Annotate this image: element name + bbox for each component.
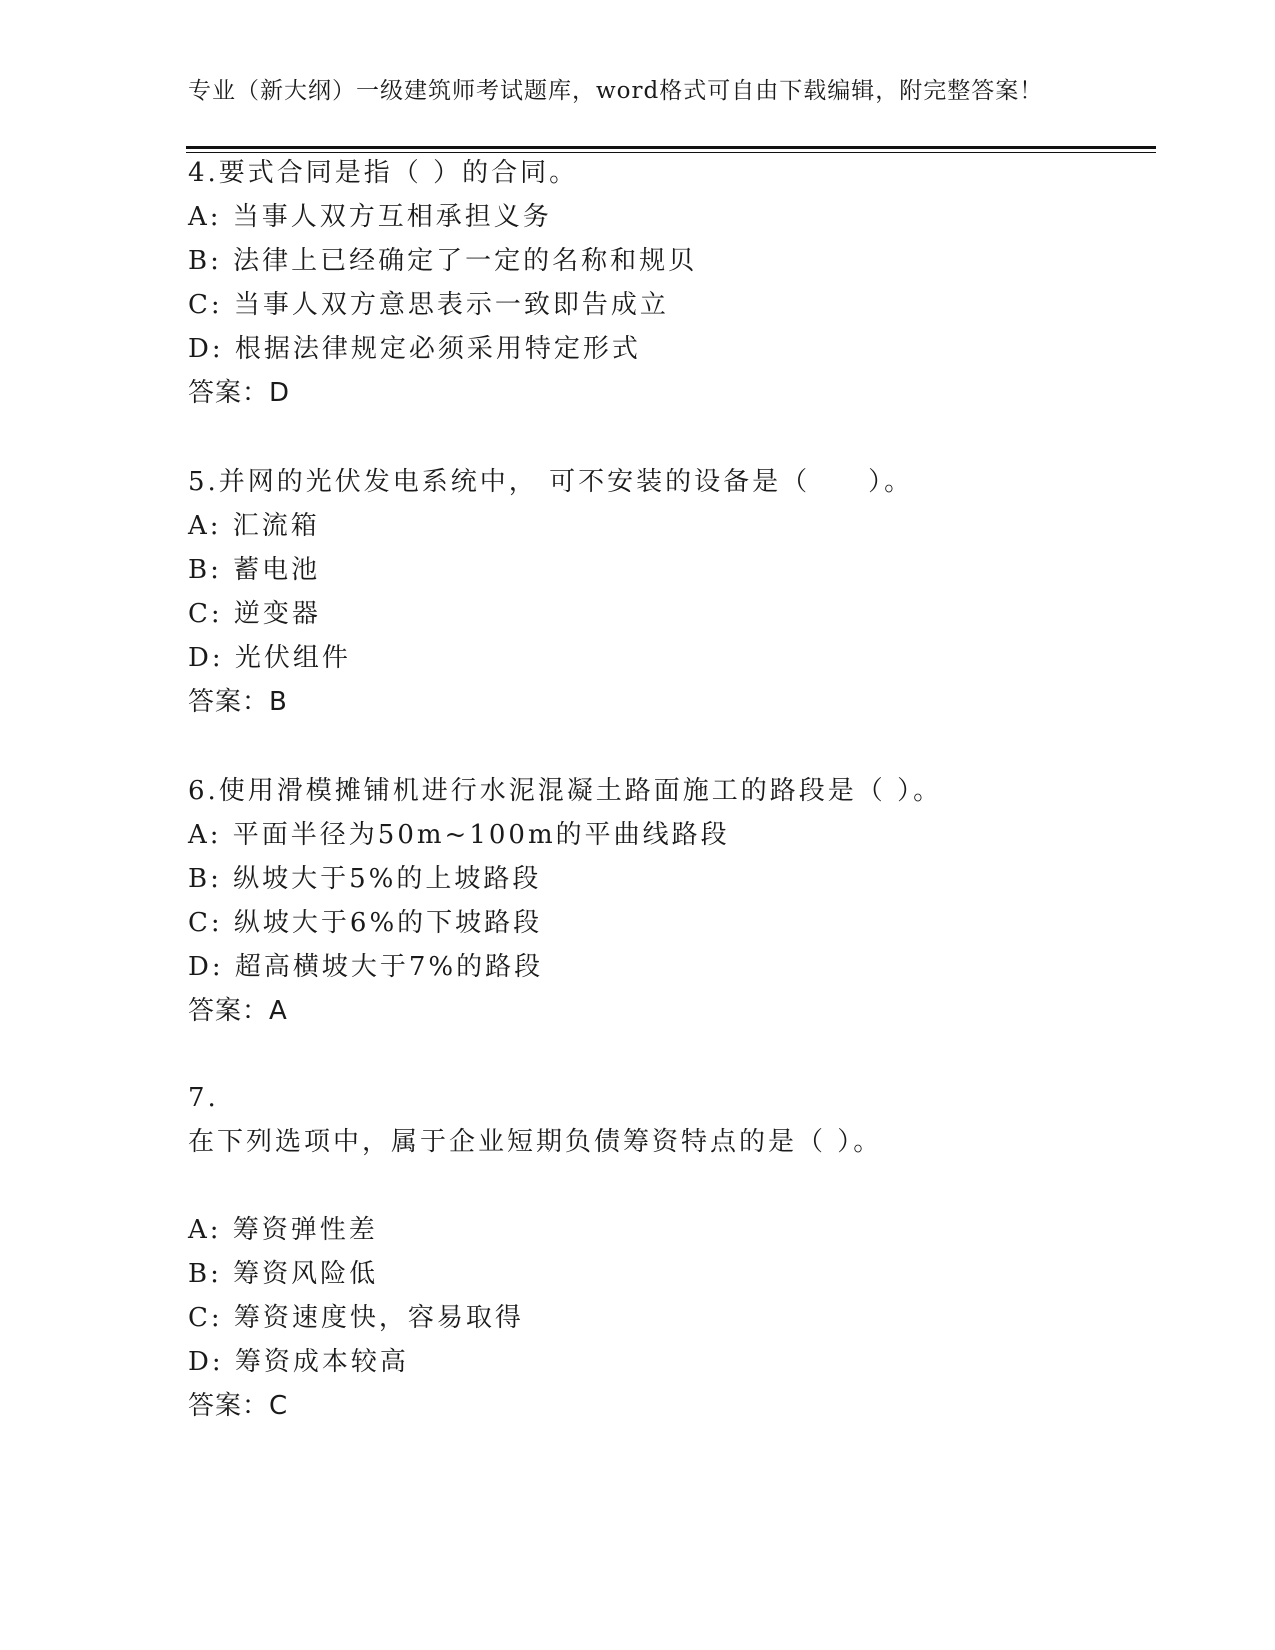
answer-line: 答案：D [188,378,291,408]
option-d: D: 根据法律规定必须采用特定形式 [188,334,641,364]
question-stem: 6.使用滑模摊铺机进行水泥混凝土路面施工的路段是（ ）。 [188,776,943,806]
option-b: B: 纵坡大于5%的上坡路段 [188,864,542,894]
question-number: 7. [188,1083,219,1113]
option-b: B: 蓄电池 [188,555,321,585]
option-c: C: 纵坡大于6%的下坡路段 [188,908,543,938]
question-stem: 5.并网的光伏发电系统中， 可不安装的设备是（ ）。 [188,467,914,497]
header-divider-thick [186,146,1156,149]
option-d: D: 光伏组件 [188,643,351,673]
option-d: D: 筹资成本较高 [188,1347,409,1377]
option-c: C: 当事人双方意思表示一致即告成立 [188,290,669,320]
answer-line: 答案：A [188,996,288,1026]
answer-line: 答案：B [188,687,288,717]
option-c: C: 逆变器 [188,599,321,629]
option-a: A: 筹资弹性差 [188,1215,378,1245]
option-b: B: 法律上已经确定了一定的名称和规贝 [188,246,698,276]
question-stem: 4.要式合同是指（ ）的合同。 [188,158,579,188]
answer-line: 答案：C [188,1391,289,1421]
page-header: 专业（新大纲）一级建筑师考试题库，word格式可自由下载编辑，附完整答案！ [188,78,1044,104]
question-stem: 在下列选项中，属于企业短期负债筹资特点的是（ ）。 [188,1127,883,1157]
option-d: D: 超高横坡大于7%的路段 [188,952,544,982]
option-a: A: 汇流箱 [188,511,320,541]
option-a: A: 平面半径为50m~100m的平曲线路段 [188,820,730,850]
option-a: A: 当事人双方互相承担义务 [188,202,552,232]
option-b: B: 筹资风险低 [188,1259,379,1289]
header-divider-thin [186,152,1156,153]
option-c: C: 筹资速度快，容易取得 [188,1303,524,1333]
